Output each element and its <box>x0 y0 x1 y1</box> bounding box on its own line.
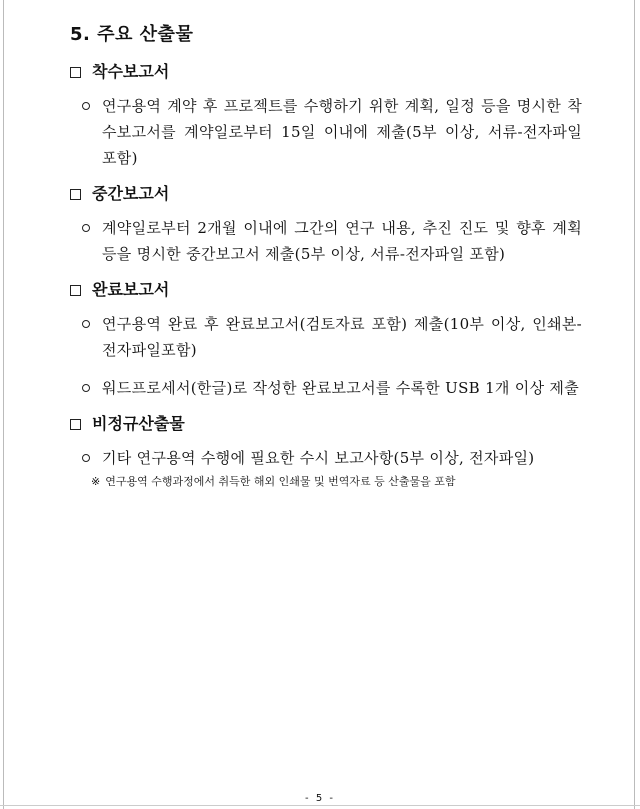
heading-text: 완료보고서 <box>92 280 170 299</box>
list-item-text: 기타 연구용역 수행에 필요한 수시 보고사항(5부 이상, 전자파일) <box>102 449 535 467</box>
list-item <box>70 445 582 471</box>
page-border-left <box>3 0 4 809</box>
block-final-report <box>70 279 582 401</box>
heading-text: 착수보고서 <box>92 62 170 81</box>
circle-bullet-icon <box>82 224 90 232</box>
list-item <box>70 375 582 401</box>
footnote-text: 연구용역 수행과정에서 취득한 해외 인쇄물 및 번역자료 등 산출물을 포함 <box>105 475 456 488</box>
checkbox-square-icon <box>70 189 81 200</box>
checkbox-square-icon <box>70 419 81 430</box>
heading-final-report <box>70 279 582 301</box>
block-kickoff-report <box>70 61 582 171</box>
circle-bullet-icon <box>82 102 90 110</box>
checkbox-square-icon <box>70 67 81 78</box>
checkbox-square-icon <box>70 285 81 296</box>
footnote <box>70 473 582 491</box>
page-border-right <box>634 0 635 809</box>
section-title: 5. 주요 산출물 <box>70 24 194 45</box>
heading-interim-report <box>70 183 582 205</box>
circle-bullet-icon <box>82 320 90 328</box>
document-content <box>70 22 582 495</box>
heading-text: 중간보고서 <box>92 184 170 203</box>
list-item <box>70 311 582 363</box>
page-border-bottom <box>0 805 640 806</box>
circle-bullet-icon <box>82 384 90 392</box>
heading-kickoff-report <box>70 61 582 83</box>
list-item-text: 계약일로부터 2개월 이내에 그간의 연구 내용, 추진 진도 및 향후 계획 등을 명시한 중간보고서 제출(5부 이상, 서류-전자파일 포함) <box>102 219 582 263</box>
circle-bullet-icon <box>82 454 90 462</box>
block-irregular-outputs <box>70 413 582 491</box>
list-item <box>70 93 582 171</box>
heading-irregular-outputs <box>70 413 582 435</box>
page-number: - 5 - <box>305 793 335 804</box>
list-item-text: 워드프로세서(한글)로 작성한 완료보고서를 수록한 USB 1개 이상 제출 <box>102 379 580 397</box>
list-item-text: 연구용역 완료 후 완료보고서(검토자료 포함) 제출(10부 이상, 인쇄본-전자파일포함) <box>102 315 582 359</box>
reference-mark-icon: ※ <box>91 475 101 488</box>
heading-text: 비정규산출물 <box>92 414 185 433</box>
list-item-text: 연구용역 계약 후 프로젝트를 수행하기 위한 계획, 일정 등을 명시한 착수보고서를 계약일로부터 15일 이내에 제출(5부 이상, 서류-전자파일 포함) <box>102 97 582 167</box>
list-item <box>70 215 582 267</box>
block-interim-report <box>70 183 582 267</box>
